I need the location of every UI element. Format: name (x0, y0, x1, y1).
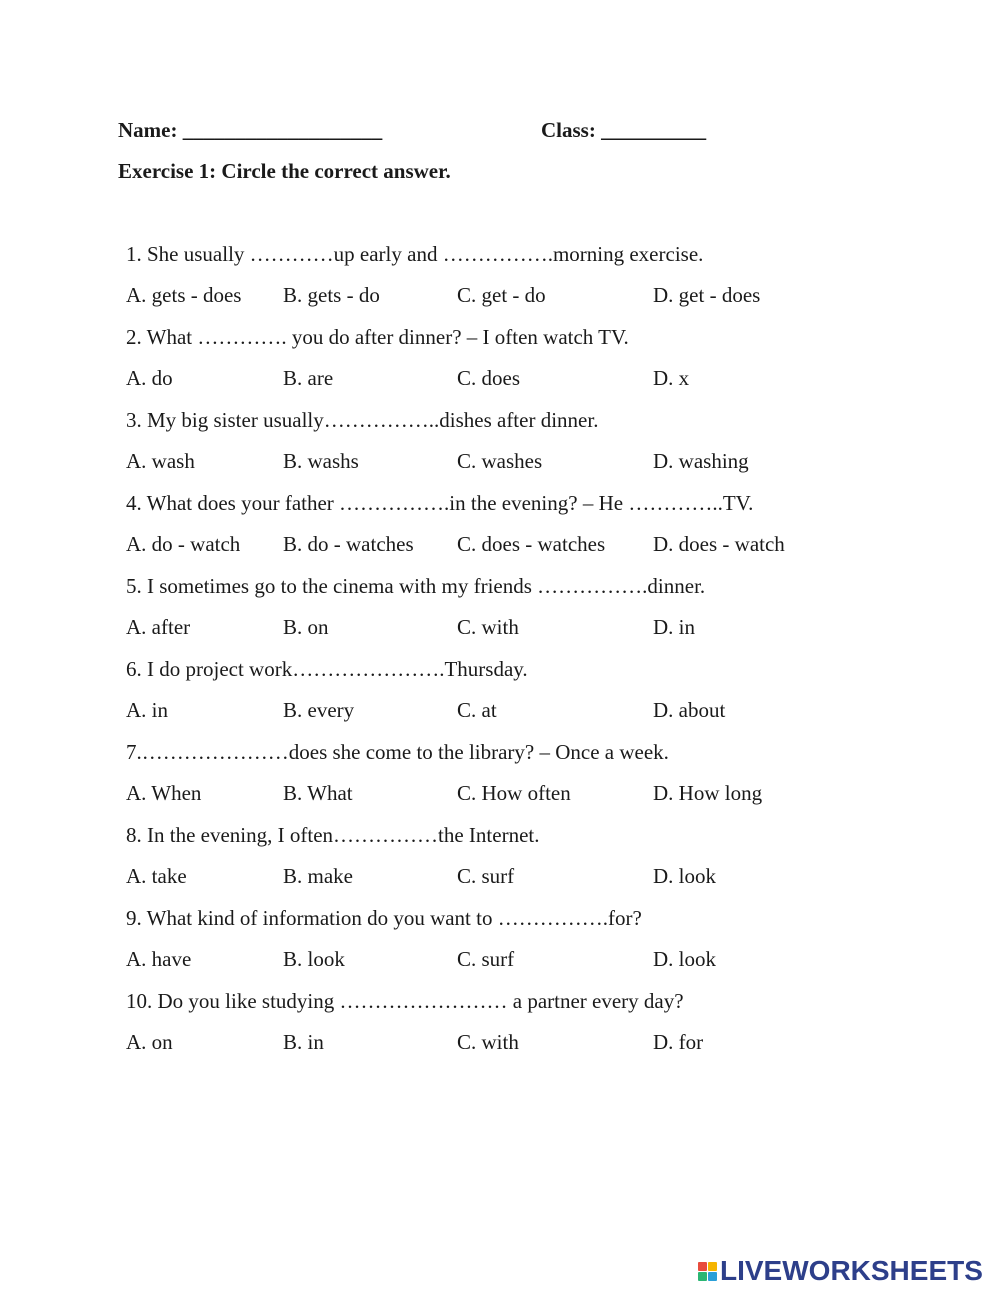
option-b[interactable]: B. look (283, 947, 345, 971)
option-c[interactable]: C. surf (457, 947, 515, 971)
option-c[interactable]: C. does - watches (457, 532, 606, 556)
question-item (126, 740, 886, 823)
option-d[interactable]: D. How long (653, 781, 763, 805)
question-item (126, 989, 886, 1072)
option-c[interactable]: C. get - do (457, 283, 546, 307)
answer-options (126, 781, 886, 811)
option-a[interactable]: A. do - watch (126, 532, 241, 556)
answer-options (126, 366, 886, 396)
option-b[interactable]: B. in (283, 1030, 324, 1054)
answer-options (126, 1030, 886, 1060)
question-item (126, 408, 886, 491)
question-text: 8. In the evening, I often……………the Internet. (126, 823, 540, 847)
question-text: 9. What kind of information do you want to …………….for? (126, 906, 642, 930)
question-list (126, 242, 886, 1072)
question-text: 7.…………………does she come to the library? – Once a week. (126, 740, 669, 764)
option-d[interactable]: D. in (653, 615, 695, 639)
option-d[interactable]: D. does - watch (653, 532, 785, 556)
option-d[interactable]: D. get - does (653, 283, 761, 307)
question-item (126, 906, 886, 989)
option-d[interactable]: D. x (653, 366, 690, 390)
option-a[interactable]: A. do (126, 366, 173, 390)
option-c[interactable]: C. surf (457, 864, 515, 888)
option-c[interactable]: C. with (457, 615, 519, 639)
option-b[interactable]: B. What (283, 781, 353, 805)
option-a[interactable]: A. in (126, 698, 168, 722)
answer-options (126, 283, 886, 313)
option-a[interactable]: A. When (126, 781, 202, 805)
logo-text: LIVEWORKSHEETS (720, 1255, 983, 1286)
exercise-instruction: Exercise 1: Circle the correct answer. (118, 159, 451, 183)
question-item (126, 242, 886, 325)
option-a[interactable]: A. gets - does (126, 283, 242, 307)
option-a[interactable]: A. take (126, 864, 187, 888)
option-d[interactable]: D. for (653, 1030, 704, 1054)
option-b[interactable]: B. washs (283, 449, 359, 473)
answer-options (126, 532, 886, 562)
answer-options (126, 449, 886, 479)
question-text: 10. Do you like studying …………………… a partner every day? (126, 989, 684, 1013)
option-b[interactable]: B. on (283, 615, 329, 639)
question-item (126, 491, 886, 574)
liveworksheets-icon (698, 1262, 717, 1281)
question-text: 2. What …………. you do after dinner? – I often watch TV. (126, 325, 629, 349)
option-c[interactable]: C. washes (457, 449, 543, 473)
question-text: 3. My big sister usually……………..dishes after dinner. (126, 408, 599, 432)
option-b[interactable]: B. are (283, 366, 334, 390)
answer-options (126, 947, 886, 977)
option-b[interactable]: B. do - watches (283, 532, 414, 556)
answer-options (126, 615, 886, 645)
option-c[interactable]: C. does (457, 366, 520, 390)
option-d[interactable]: D. washing (653, 449, 749, 473)
option-d[interactable]: D. look (653, 864, 716, 888)
option-a[interactable]: A. have (126, 947, 192, 971)
option-c[interactable]: C. at (457, 698, 497, 722)
option-d[interactable]: D. look (653, 947, 716, 971)
question-item (126, 574, 886, 657)
option-a[interactable]: A. wash (126, 449, 195, 473)
option-c[interactable]: C. with (457, 1030, 519, 1054)
option-b[interactable]: B. every (283, 698, 355, 722)
option-b[interactable]: B. make (283, 864, 353, 888)
answer-options (126, 864, 886, 894)
option-b[interactable]: B. gets - do (283, 283, 380, 307)
question-item (126, 325, 886, 408)
question-text: 5. I sometimes go to the cinema with my friends …………….dinner. (126, 574, 706, 598)
option-a[interactable]: A. after (126, 615, 191, 639)
question-text: 1. She usually …………up early and …………….morning exercise. (126, 242, 704, 266)
question-item (126, 823, 886, 906)
class-field-label: Class: __________ (541, 118, 707, 142)
question-item (126, 657, 886, 740)
name-field-label: Name: ___________________ (118, 118, 383, 142)
answer-options (126, 698, 886, 728)
option-c[interactable]: C. How often (457, 781, 571, 805)
question-text: 6. I do project work………………….Thursday. (126, 657, 528, 681)
option-d[interactable]: D. about (653, 698, 726, 722)
liveworksheets-logo (698, 1255, 983, 1287)
question-text: 4. What does your father …………….in the evening? – He …………..TV. (126, 491, 754, 515)
option-a[interactable]: A. on (126, 1030, 173, 1054)
